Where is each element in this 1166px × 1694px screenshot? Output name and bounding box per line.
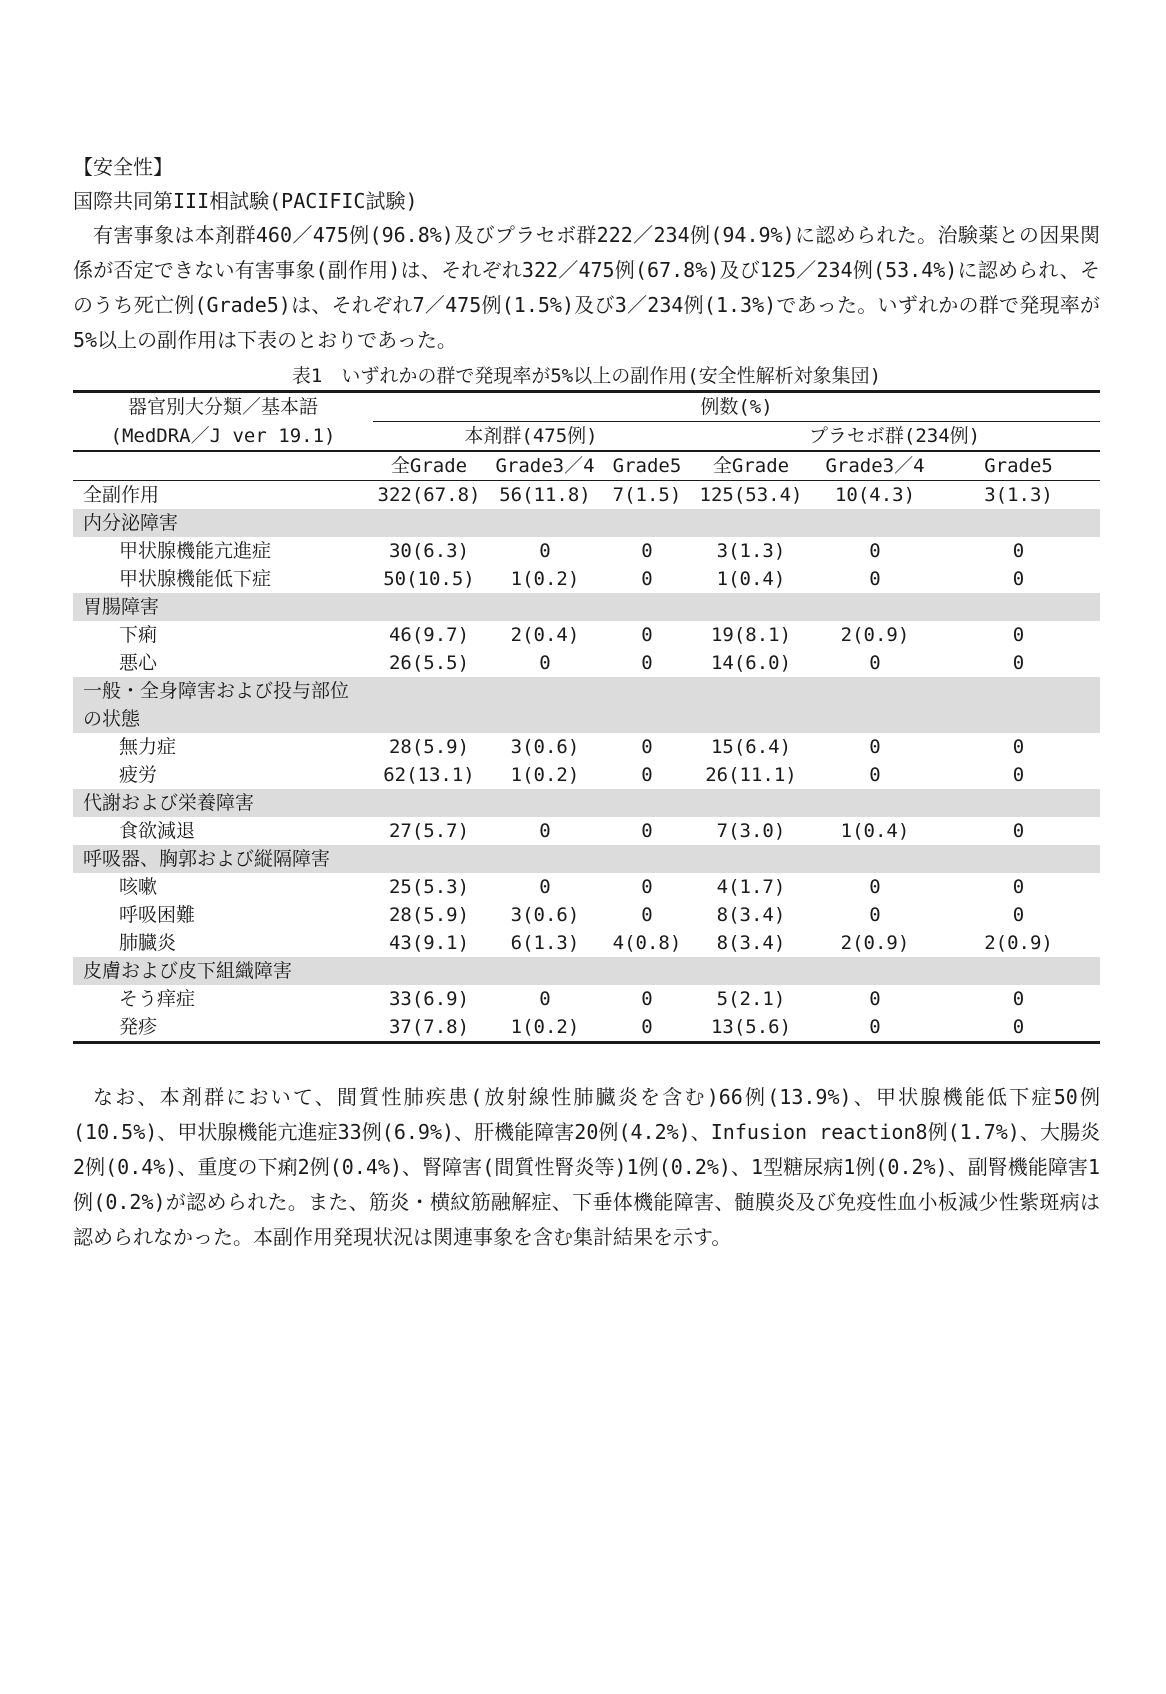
value-cell: 0 bbox=[1012, 876, 1025, 898]
subheader-cell: 全Grade bbox=[373, 451, 485, 481]
value-cell: 1(0.4) bbox=[716, 568, 786, 590]
value-cell: 0 bbox=[869, 540, 881, 562]
value-cell: 46(9.7) bbox=[388, 624, 470, 646]
group-placebo: プラセボ群(234例) bbox=[689, 422, 1100, 452]
value-cell: 0 bbox=[1012, 820, 1025, 842]
soc-row bbox=[73, 957, 1100, 985]
soc-name: 内分泌障害 bbox=[73, 509, 373, 537]
term-name: 下痢 bbox=[119, 624, 158, 646]
value-cell: 26(5.5) bbox=[388, 652, 470, 674]
value-cell: 0 bbox=[641, 904, 653, 926]
term-row bbox=[73, 621, 1100, 649]
term-name: 疲労 bbox=[119, 764, 158, 786]
value-cell: 5(2.1) bbox=[716, 988, 786, 1010]
header-cases: 例数(%) bbox=[373, 392, 1100, 422]
value-cell: 2(0.9) bbox=[840, 624, 910, 646]
term-row bbox=[73, 817, 1100, 845]
value-cell: 7(3.0) bbox=[716, 820, 786, 842]
value-cell: 3(1.3) bbox=[716, 540, 786, 562]
soc-name: 一般・全身障害および投与部位 の状態 bbox=[73, 677, 373, 733]
value-cell: 0 bbox=[605, 1013, 689, 1043]
value-cell: 2(0.9) bbox=[984, 932, 1053, 954]
term-name: 食欲減退 bbox=[119, 820, 196, 842]
soc-name: 胃腸障害 bbox=[73, 593, 373, 621]
soc-name: 代謝および栄養障害 bbox=[73, 789, 373, 817]
value-cell: 33(6.9) bbox=[388, 988, 470, 1010]
term-name: 呼吸困難 bbox=[119, 904, 196, 926]
intro-paragraph: 有害事象は本剤群460／475例(96.8%)及びプラセボ群222／234例(94.9%)に認められた。治験薬との因果関係が否定できない有害事象(副作用)は、それぞれ322／475例(67.8%)及び125／234例(53.4%)に認められ、そのうち死亡例(Grade5)は、それぞれ7／475例(1.5%)及び3／234例(1.3%)であった。いずれかの群で発現率が5%以上の副作用は下表のとおりであった。 bbox=[73, 223, 1100, 352]
term-name: 甲状腺機能亢進症 bbox=[119, 540, 272, 562]
value-cell: 0 bbox=[1012, 568, 1025, 590]
value-cell: 1(0.2) bbox=[510, 568, 580, 590]
document-page bbox=[73, 150, 1100, 1255]
value-cell: 0 bbox=[641, 876, 653, 898]
value-cell: 50(10.5) bbox=[383, 568, 475, 590]
value-cell: 3(1.3) bbox=[984, 484, 1053, 506]
value-cell: 0 bbox=[641, 736, 653, 758]
subheader-cell: Grade5 bbox=[937, 451, 1100, 481]
term-name: 甲状腺機能低下症 bbox=[119, 568, 272, 590]
soc-name: 皮膚および皮下組織障害 bbox=[73, 957, 373, 985]
value-cell: 1(0.2) bbox=[485, 1013, 605, 1043]
value-cell: 62(13.1) bbox=[383, 764, 475, 786]
value-cell: 56(11.8) bbox=[499, 484, 591, 506]
value-cell: 2(0.9) bbox=[840, 932, 910, 954]
term-name: 咳嗽 bbox=[119, 876, 158, 898]
term-row bbox=[73, 901, 1100, 929]
value-cell: 0 bbox=[641, 764, 653, 786]
term-row bbox=[73, 733, 1100, 761]
value-cell: 0 bbox=[539, 652, 551, 674]
value-cell: 125(53.4) bbox=[699, 484, 803, 506]
header-col1-line1: 器官別大分類／基本語 bbox=[73, 392, 373, 422]
soc-row bbox=[73, 593, 1100, 621]
value-cell: 8(3.4) bbox=[716, 932, 786, 954]
value-cell: 1(0.2) bbox=[510, 764, 580, 786]
term-row bbox=[73, 929, 1100, 957]
value-cell: 0 bbox=[641, 568, 653, 590]
value-cell: 27(5.7) bbox=[388, 820, 470, 842]
value-cell: 6(1.3) bbox=[510, 932, 580, 954]
note-paragraph: なお、本剤群において、間質性肺疾患(放射線性肺臓炎を含む)66例(13.9%)、甲状腺機能低下症50例(10.5%)、甲状腺機能亢進症33例(6.9%)、肝機能障害20例(4.2%)、Infusion reaction8例(1.7%)、大腸炎2例(0.4%)、重度の下痢2例(0.4%)、腎障害(間質性腎炎等)1例(0.2%)、1型糖尿病1例(0.2%)、副腎機能障害1例(0.2%)が認められた。また、筋炎・横紋筋融解症、下垂体機能障害、髄膜炎及び免疫性血小板減少性紫斑病は認められなかった。本副作用発現状況は関連事象を含む集計結果を示す。 bbox=[73, 1085, 1100, 1249]
value-cell: 0 bbox=[1012, 736, 1025, 758]
subheader-cell: Grade3／4 bbox=[485, 451, 605, 481]
value-cell: 25(5.3) bbox=[388, 876, 470, 898]
value-cell: 0 bbox=[869, 988, 881, 1010]
section-title: 【安全性】 bbox=[73, 155, 173, 179]
value-cell: 3(0.6) bbox=[510, 736, 580, 758]
term-row bbox=[73, 537, 1100, 565]
term-row bbox=[73, 985, 1100, 1013]
value-cell: 19(8.1) bbox=[710, 624, 792, 646]
header-col1-line2: (MedDRA／J ver 19.1) bbox=[73, 422, 373, 452]
value-cell: 0 bbox=[1012, 624, 1025, 646]
value-cell: 0 bbox=[1012, 904, 1025, 926]
value-cell: 0 bbox=[539, 988, 551, 1010]
value-cell: 0 bbox=[937, 1013, 1100, 1043]
value-cell: 0 bbox=[813, 1013, 937, 1043]
term-name: 肺臓炎 bbox=[119, 932, 177, 954]
value-cell: 0 bbox=[869, 876, 881, 898]
value-cell: 8(3.4) bbox=[716, 904, 786, 926]
value-cell: 0 bbox=[1012, 764, 1025, 786]
value-cell: 0 bbox=[1012, 988, 1025, 1010]
value-cell: 37(7.8) bbox=[373, 1013, 485, 1043]
term-row bbox=[73, 761, 1100, 789]
value-cell: 0 bbox=[539, 540, 551, 562]
value-cell: 0 bbox=[869, 764, 881, 786]
total-row bbox=[73, 481, 1100, 510]
value-cell: 0 bbox=[539, 876, 551, 898]
value-cell: 0 bbox=[641, 652, 653, 674]
group-durvalumab: 本剤群(475例) bbox=[373, 422, 689, 452]
value-cell: 0 bbox=[1012, 652, 1025, 674]
term-name: 無力症 bbox=[119, 736, 177, 758]
value-cell: 28(5.9) bbox=[388, 736, 470, 758]
term-row bbox=[73, 873, 1100, 901]
term-name: 全副作用 bbox=[83, 484, 160, 506]
value-cell: 7(1.5) bbox=[612, 484, 682, 506]
value-cell: 0 bbox=[869, 736, 881, 758]
soc-row bbox=[73, 509, 1100, 537]
term-row bbox=[73, 565, 1100, 593]
value-cell: 0 bbox=[869, 652, 881, 674]
soc-row bbox=[73, 789, 1100, 817]
value-cell: 43(9.1) bbox=[388, 932, 470, 954]
value-cell: 1(0.4) bbox=[840, 820, 910, 842]
term-row bbox=[73, 1013, 1100, 1043]
term-name: 発疹 bbox=[73, 1013, 373, 1043]
subheader-cell: 全Grade bbox=[689, 451, 813, 481]
value-cell: 2(0.4) bbox=[510, 624, 580, 646]
value-cell: 14(6.0) bbox=[710, 652, 792, 674]
value-cell: 10(4.3) bbox=[834, 484, 916, 506]
value-cell: 30(6.3) bbox=[388, 540, 470, 562]
value-cell: 0 bbox=[1012, 540, 1025, 562]
subheader-cell: Grade3／4 bbox=[813, 451, 937, 481]
value-cell: 15(6.4) bbox=[710, 736, 792, 758]
value-cell: 28(5.9) bbox=[388, 904, 470, 926]
value-cell: 0 bbox=[641, 988, 653, 1010]
value-cell: 0 bbox=[641, 820, 653, 842]
subheader-cell: Grade5 bbox=[605, 451, 689, 481]
value-cell: 3(0.6) bbox=[510, 904, 580, 926]
value-cell: 0 bbox=[869, 568, 881, 590]
value-cell: 4(1.7) bbox=[716, 876, 786, 898]
soc-row bbox=[73, 677, 1100, 733]
value-cell: 4(0.8) bbox=[612, 932, 682, 954]
value-cell: 322(67.8) bbox=[377, 484, 481, 506]
value-cell: 0 bbox=[641, 540, 653, 562]
value-cell: 0 bbox=[539, 820, 551, 842]
value-cell: 13(5.6) bbox=[689, 1013, 813, 1043]
soc-row bbox=[73, 845, 1100, 873]
term-name: そう痒症 bbox=[119, 988, 196, 1010]
table-caption: 表1 いずれかの群で発現率が5%以上の副作用(安全性解析対象集団) bbox=[291, 365, 882, 387]
value-cell: 0 bbox=[869, 904, 881, 926]
soc-name: 呼吸器、胸郭および縦隔障害 bbox=[73, 845, 373, 873]
term-name: 悪心 bbox=[119, 652, 158, 674]
value-cell: 26(11.1) bbox=[705, 764, 797, 786]
term-row bbox=[73, 649, 1100, 677]
adverse-reactions-table bbox=[73, 390, 1100, 1044]
study-title: 国際共同第III相試験(PACIFIC試験) bbox=[73, 189, 418, 213]
value-cell: 0 bbox=[641, 624, 653, 646]
subheader-row bbox=[73, 451, 1100, 481]
